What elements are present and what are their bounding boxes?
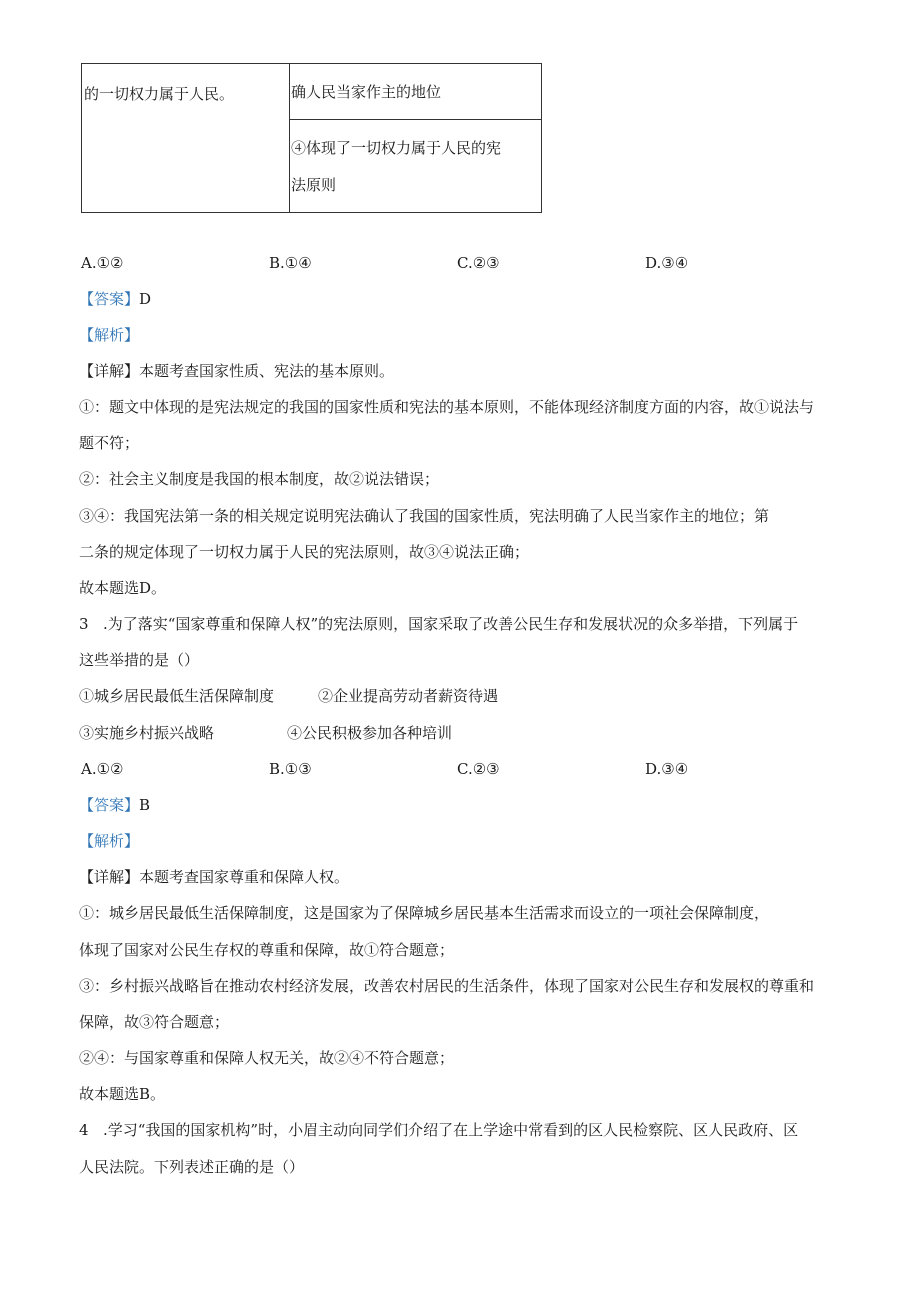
q2-option-d: D.③④	[645, 254, 689, 272]
q3-choice-3: ③实施乡村振兴战略	[79, 724, 215, 742]
q2-detail-line: 题不符；	[79, 434, 140, 452]
q3-stem-line1: .为了落实“国家尊重和保障人权”的宪法原则，国家采取了改善公民生存和发展状况的众多举措，下列属于	[103, 615, 799, 633]
table-right-bottom-line1: ④体现了一切权力属于人民的宪	[291, 139, 502, 157]
q3-choice-2: ②企业提高劳动者薪资待遇	[318, 687, 499, 705]
q2-answer	[79, 289, 151, 309]
q2-option-c: C.②③	[457, 254, 500, 272]
q2-detail-line: ③④：我国宪法第一条的相关规定说明宪法确认了我国的国家性质，宪法明确了人民当家作主的地位；第	[79, 507, 770, 525]
table-right-bottom-cell	[290, 120, 542, 213]
q2-detail-line: ②：社会主义制度是我国的根本制度，故②说法错误；	[79, 470, 440, 488]
q3-detail-line: 体现了国家对公民生存权的尊重和保障，故①符合题意；	[79, 941, 455, 959]
q3-option-d: D.③④	[645, 760, 689, 778]
q3-choice-4: ④公民积极参加各种培训	[287, 724, 453, 742]
table-right-top-text: 确人民当家作主的地位	[291, 83, 442, 101]
q3-detail-line: ①：城乡居民最低生活保障制度，这是国家为了保障城乡居民基本生活需求而设立的一项社会保障制度，	[79, 904, 770, 922]
table-left-text: 的一切权力属于人民。	[84, 85, 235, 103]
q3-option-b: B.①③	[269, 760, 312, 778]
q3-stem-line2: 这些举措的是（）	[79, 651, 200, 669]
q4-stem-line2: 人民法院。下列表述正确的是（）	[79, 1158, 305, 1176]
q2-detail-line: 【详解】本题考查国家性质、宪法的基本原则。	[79, 362, 395, 380]
q3-answer-value: B	[139, 796, 151, 814]
q3-detail-line: ②④：与国家尊重和保障人权无关，故②④不符合题意；	[79, 1049, 455, 1067]
q2-option-b: B.①④	[269, 254, 312, 272]
q2-answer-value: D	[139, 290, 152, 308]
q2-detail-line: 故本题选D。	[79, 579, 167, 597]
q3-answer-tag: 【答案】	[79, 796, 140, 814]
q4-stem-line1: .学习“我国的国家机构”时，小眉主动向同学们介绍了在上学途中常看到的区人民检察院、区人民政府、区	[103, 1121, 799, 1139]
q2-option-a: A.①②	[81, 254, 124, 272]
q3-answer	[79, 795, 150, 815]
q3-number: 3	[79, 615, 89, 633]
q3-detail-line: 故本题选B。	[79, 1085, 166, 1103]
q2-analysis-tag: 【解析】	[79, 326, 140, 344]
q2-detail-line: 二条的规定体现了一切权力属于人民的宪法原则，故③④说法正确；	[79, 543, 530, 561]
q3-detail-line: 【详解】本题考查国家尊重和保障人权。	[79, 868, 350, 886]
q2-detail-line: ①：题文中体现的是宪法规定的我国的国家性质和宪法的基本原则，不能体现经济制度方面的内容，故①说法与	[79, 398, 815, 416]
q2-answer-tag: 【答案】	[79, 290, 140, 308]
q3-detail-line: 保障，故③符合题意；	[79, 1013, 230, 1031]
q3-option-a: A.①②	[81, 760, 124, 778]
table-right-bottom-line2: 法原则	[291, 176, 337, 194]
q3-analysis-tag: 【解析】	[79, 832, 140, 850]
q4-number: 4	[79, 1121, 89, 1139]
q3-detail-line: ③：乡村振兴战略旨在推动农村经济发展，改善农村居民的生活条件，体现了国家对公民生存和发展权的尊重和	[79, 977, 815, 995]
q3-choice-1: ①城乡居民最低生活保障制度	[79, 687, 275, 705]
q3-option-c: C.②③	[457, 760, 500, 778]
